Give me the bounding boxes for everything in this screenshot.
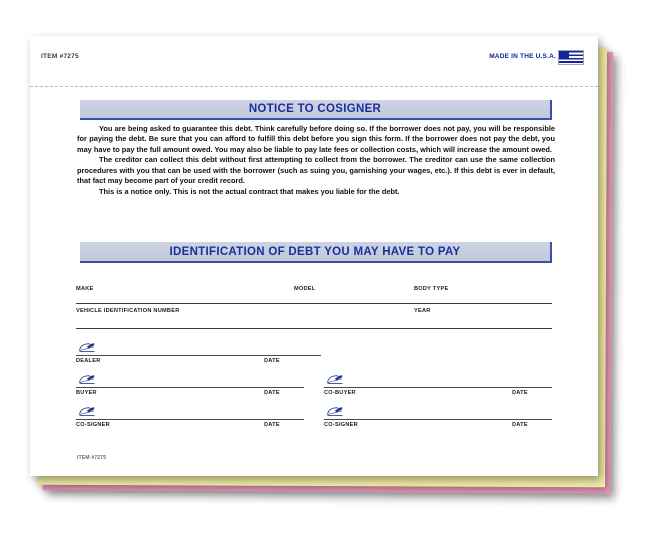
usa-flag-icon [558,50,584,65]
notice-paragraph-1: You are being asked to guarantee this debt. Think carefully before doing so. If the borrower does not pay, you will be responsible for paying the debt. Be sure that you can afford to fulfill this debt before you sign this form. If the borrower does not pay the debt, you may have to pay the full amount owed. You may also be liable to pay late fees or collection costs, which will increase the amount owed. [77,124,555,154]
label-cosigner-right-date: DATE [512,422,528,428]
label-cosigner-left: CO-SIGNER [76,422,110,428]
signature-pen-icon [78,342,95,353]
made-in-usa-label: MADE IN THE U.S.A. [489,53,556,60]
notice-paragraph-2: The creditor can collect this debt without first attempting to collect from the borrower. The creditor can use the same collection procedures with you that can be used with the borrower (such as suing you, garnishing your wages, etc.). If this debt is ever in default, that fact may become part of your credit record. [77,155,555,186]
label-cobuyer: CO-BUYER [324,390,356,396]
notice-paragraph-3: This is a notice only. This is not the actual contract that makes you liable for the debt. [99,186,400,196]
signature-pen-icon [326,406,343,417]
perforation-line [30,86,598,87]
label-model: MODEL [294,286,316,292]
item-number-bottom: ITEM #7275 [77,455,107,461]
rule-dealer-signature [76,355,321,356]
label-cosigner-left-date: DATE [264,422,280,428]
rule-cosigner-right-signature [324,419,552,420]
label-body-type: BODY TYPE [414,286,449,292]
signature-pen-icon [326,374,343,385]
label-buyer-date: DATE [264,390,280,396]
banner-notice-to-cosigner: NOTICE TO COSIGNER [80,100,552,120]
label-make: MAKE [76,286,94,292]
form-page [30,36,598,476]
banner-identification-of-debt: IDENTIFICATION OF DEBT YOU MAY HAVE TO PAY [80,242,552,263]
label-vin: VEHICLE IDENTIFICATION NUMBER [76,308,180,314]
label-buyer: BUYER [76,390,97,396]
rule-cobuyer-signature [324,387,552,388]
label-year: YEAR [414,308,431,314]
label-cosigner-right: CO-SIGNER [324,422,358,428]
notice-body-text [77,124,555,197]
rule-make-model-bodytype [76,303,552,304]
label-cobuyer-date: DATE [512,390,528,396]
label-dealer: DEALER [76,358,101,364]
signature-pen-icon [78,374,95,385]
rule-vin-year [76,328,552,329]
rule-buyer-signature [76,387,304,388]
item-number-top: ITEM #7275 [41,53,79,60]
rule-cosigner-left-signature [76,419,304,420]
label-dealer-date: DATE [264,358,280,364]
signature-pen-icon [78,406,95,417]
